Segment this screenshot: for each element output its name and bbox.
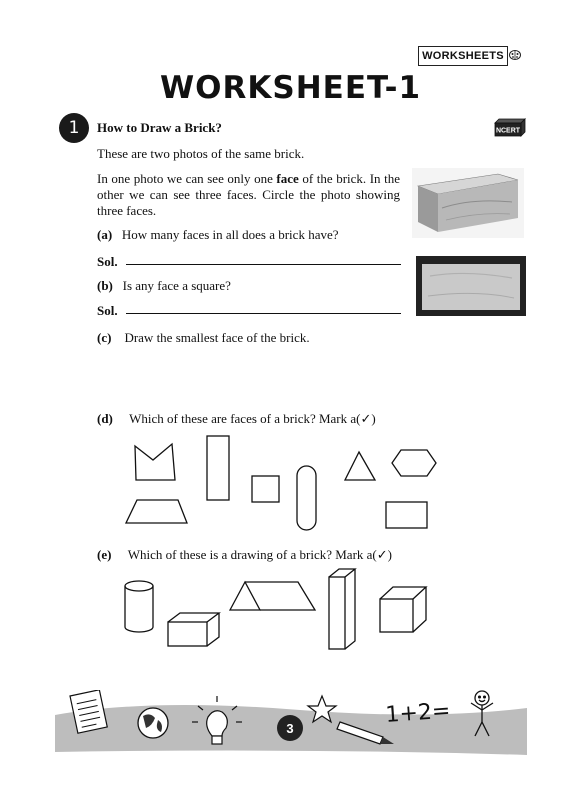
ncert-book-icon [493,117,527,137]
equation-doodle: 1+2= [384,698,452,728]
question-number-badge: 1 [59,113,89,143]
tall-cuboid-drawing[interactable] [329,569,355,649]
part-c-text: Draw the smallest face of the brick. [124,330,310,345]
footer-decoration [0,690,581,800]
brick-photo-one-face[interactable] [416,256,526,316]
wide-rectangle-shape[interactable] [386,502,427,528]
part-e [97,547,392,563]
faces-shapes-figure [120,428,450,538]
triangle-shape[interactable] [345,452,375,480]
page-number: 3 [286,721,294,736]
part-c [97,330,310,346]
triangular-prism-drawing[interactable] [230,582,315,610]
ladybug-icon [508,48,522,60]
question-title: How to Draw a Brick? [97,120,222,135]
brick-photo-three-faces[interactable] [412,168,524,238]
part-e-text: Which of these is a drawing of a brick? Mark a(✓) [127,547,392,562]
cube-drawing[interactable] [380,587,426,632]
worksheets-badge: WORKSHEETS [418,46,508,66]
trapezium-shape[interactable] [126,500,187,523]
answer-line-a[interactable] [126,264,401,265]
part-b [97,278,231,294]
hexagon-shape[interactable] [392,450,436,476]
answer-line-b[interactable] [126,313,401,314]
para-part-1: In one photo we can see only one [97,171,277,186]
instruction-paragraph [97,171,400,219]
tall-rectangle-shape[interactable] [207,436,229,500]
para-part-2: of the brick. In the other we can see three faces. Circle the photo showing three faces. [97,171,401,218]
part-d-text: Which of these are faces of a brick? Mark a(✓) [129,411,376,426]
brick-photo-one-face-art [416,256,526,316]
cylinder-drawing[interactable] [125,581,153,632]
part-e-label: (e) [97,547,112,562]
para-bold-word: face [276,171,299,186]
part-a-label: (a) [97,227,113,242]
part-a [97,227,339,243]
crown-shape[interactable] [135,444,175,480]
brick-photo-three-faces-art [412,168,524,238]
globe-icon [138,708,168,738]
part-c-label: (c) [97,330,112,345]
solids-drawings-figure [118,565,438,657]
page-title: WORKSHEET-1 [159,70,422,106]
small-square-shape[interactable] [252,476,279,502]
rounded-capsule-shape[interactable] [297,466,316,530]
drawing-area-c[interactable] [97,350,417,400]
intro-text: These are two photos of the same brick. [97,146,305,161]
part-d [97,411,376,427]
sol-b-label: Sol. [97,303,118,318]
part-a-text: How many faces in all does a brick have? [121,227,339,242]
flat-cuboid-drawing[interactable] [168,613,219,646]
ncert-label: NCERT [495,127,521,135]
part-d-label: (d) [97,411,113,426]
part-b-label: (b) [97,278,113,293]
sol-a-label: Sol. [97,254,118,269]
part-b-text: Is any face a square? [122,278,231,293]
